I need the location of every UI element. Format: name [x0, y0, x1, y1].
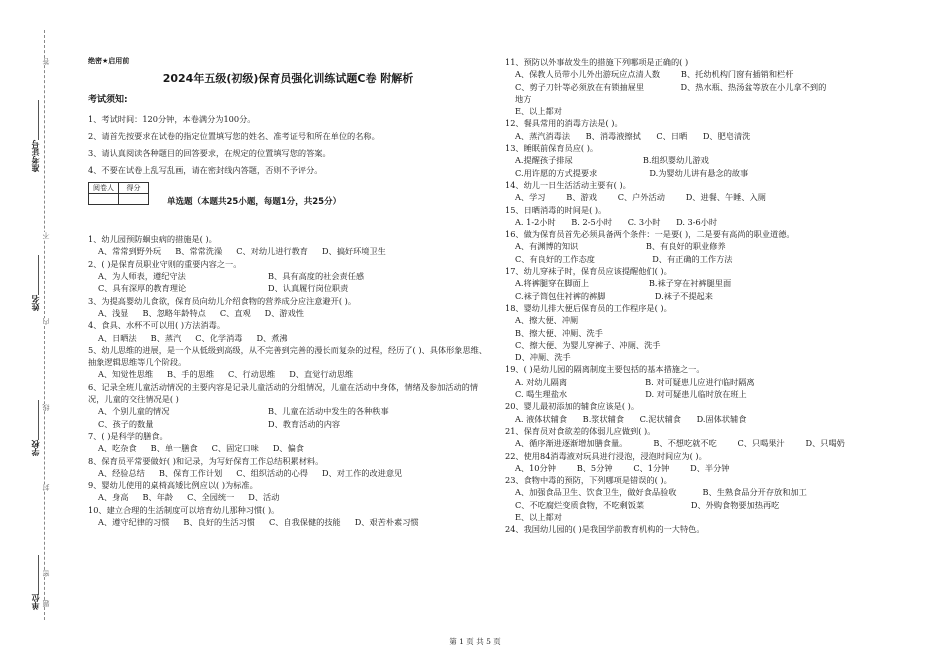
- answer-option-line[interactable]: C、不吃腐烂变质食物，不吃剩饭菜 D、外购食物要加热再吃: [515, 499, 780, 510]
- binding-margin: [0, 0, 62, 671]
- answer-option[interactable]: D、活动: [248, 492, 280, 503]
- seal-char-inside: 内: [42, 318, 50, 325]
- answer-option[interactable]: A、身高: [98, 492, 129, 503]
- question-text: 21、保育员对食欲差的体弱儿应做到( )。: [505, 425, 656, 436]
- right-question-list: [505, 56, 915, 536]
- answer-option[interactable]: C、孩子的数量: [98, 418, 154, 429]
- answer-option[interactable]: C、行动思维: [228, 369, 276, 380]
- answer-option[interactable]: C、固定口味: [211, 443, 259, 454]
- question-text: 14、幼儿一日生活活动主要有( )。: [505, 179, 631, 190]
- answer-option-line[interactable]: D、冲厕、洗手: [515, 352, 571, 363]
- notice-item: 4、不要在试卷上乱写乱画，请在密封线内答题，否则不予评分。: [88, 165, 323, 176]
- score-cell[interactable]: [119, 194, 149, 205]
- answer-option[interactable]: D、艰苦朴素习惯: [354, 517, 419, 528]
- notice-item: 1、考试时间：120分钟，本卷满分为100分。: [88, 113, 256, 124]
- seal-char-not: 不: [42, 232, 50, 239]
- answer-option[interactable]: D、游戏性: [264, 307, 304, 318]
- grader-label: 阅卷人: [89, 182, 119, 194]
- question-text: 9、婴幼儿使用的桌椅高矮比例应以( )为标准。: [88, 480, 258, 491]
- unit-underline: [38, 555, 39, 595]
- question-text: 12、餐具常用的消毒方法是( )。: [505, 118, 623, 129]
- answer-option[interactable]: B、年龄: [142, 492, 174, 503]
- answer-option[interactable]: C、直观: [219, 307, 251, 318]
- score-row: [88, 182, 488, 206]
- answer-option[interactable]: B、保育工作计划: [158, 467, 223, 478]
- answer-option[interactable]: D、煮沸: [256, 332, 288, 343]
- answer-option-line[interactable]: A、加强食品卫生、饮食卫生，做好食品验收 B、生熟食品分开存放和加工: [515, 487, 807, 498]
- question-text: 7、( )是科学的膳食。: [88, 430, 168, 441]
- question-text: 5、幼儿思维的进展，是一个从低级到高级，从不完善到完善的漫长而复杂的过程，经历了( )、具体形象思维、抽象逻辑思维等几个阶段。: [88, 344, 488, 368]
- question-text: 23、食物中毒的预防，下列哪项是错误的( )。: [505, 475, 672, 486]
- seal-char-topic: 题: [42, 600, 50, 607]
- question-text: 11、预防以外事故发生的措施下列哪项是正确的( ): [505, 57, 689, 67]
- question-text: 3、为提高婴幼儿食欲，保育员向幼儿介绍食物的营养成分应注意避开( )。: [88, 295, 357, 306]
- margin-field-exam-number: 准考证号: [31, 140, 40, 172]
- margin-field-name: 姓名: [31, 295, 40, 311]
- notice-heading: 考试须知:: [88, 95, 128, 105]
- question-text: 4、食具、水杯不可以用( )方法消毒。: [88, 320, 226, 331]
- left-column: [88, 56, 488, 528]
- exam-number-underline: [38, 100, 39, 140]
- answer-option-line[interactable]: A、蒸汽消毒法 B、消毒液擦拭 C、日晒 D、肥皂清洗: [515, 130, 751, 141]
- option-row: [88, 467, 488, 479]
- notice-item: 2、请首先按要求在试卷的指定位置填写您的姓名、准考证号和所在单位的名称。: [88, 130, 380, 141]
- question-text: 16、做为保育员首先必须具备两个条件：一是要( )，二是要有高尚的职业道德。: [505, 229, 795, 240]
- school-underline: [38, 400, 39, 440]
- left-question-list: [88, 233, 488, 528]
- answer-option[interactable]: C、对幼儿进行教育: [236, 246, 308, 257]
- answer-option[interactable]: B、忽略年龄特点: [142, 307, 206, 318]
- answer-option-line[interactable]: A、保教人员带小儿外出游玩应点清人数 B、托幼机构门窗有插销和栏杆: [515, 69, 794, 80]
- answer-option-line[interactable]: C、有良好的工作态度 D、有正确的工作方法: [515, 253, 733, 264]
- page-footer: 第 1 页 共 5 页: [449, 637, 501, 646]
- option-row: [88, 516, 488, 528]
- answer-option[interactable]: D、教育活动的内容: [268, 418, 341, 429]
- question-text: 10、建立合理的生活制度可以培育幼儿那种习惯( )。: [88, 504, 280, 515]
- answer-option-line[interactable]: B、擦大便、冲厕、洗手: [515, 327, 603, 338]
- secret-mark: 绝密★启用前: [88, 57, 130, 65]
- seal-char-seal: 封: [42, 484, 50, 491]
- answer-option-line[interactable]: A、擦大便、冲厕: [515, 315, 579, 326]
- answer-option[interactable]: C、化学消毒: [195, 332, 243, 343]
- grader-cell[interactable]: [89, 194, 119, 205]
- answer-option[interactable]: D、偏食: [272, 443, 304, 454]
- answer-option[interactable]: D、直觉行动思维: [289, 369, 354, 380]
- answer-option-line[interactable]: A. 1-2小时 B. 2-5小时 C. 3小时 D. 3-6小时: [515, 216, 718, 227]
- option-row: [88, 270, 488, 282]
- option-row: [88, 418, 488, 430]
- option-row: [88, 282, 488, 294]
- answer-option[interactable]: A、经验总结: [98, 467, 145, 478]
- answer-option[interactable]: A、知觉性思维: [98, 369, 154, 380]
- answer-option-line[interactable]: A、10分钟 B、5分钟 C、1分钟 D、半分钟: [515, 462, 730, 473]
- option-row: [88, 405, 488, 417]
- answer-option[interactable]: A、浅显: [98, 307, 129, 318]
- answer-option-line[interactable]: C、剪子刀针等必须放在有锁抽屉里 D、热水瓶、热汤盆等放在小儿拿不到的: [515, 81, 827, 92]
- answer-option-line[interactable]: A. 液体状辅食 B.浆状辅食 C.泥状辅食 D.固体状辅食: [515, 413, 747, 424]
- answer-option[interactable]: A、吃杂食: [98, 443, 137, 454]
- margin-field-school: 学校: [31, 440, 40, 456]
- question-text: 17、幼儿穿袜子时，保育员应该提醒他们( )。: [505, 266, 672, 277]
- answer-option[interactable]: B、蒸汽: [150, 332, 182, 343]
- section-title: 单选题（本题共25小题，每题1分，共25分）: [167, 197, 342, 208]
- answer-option[interactable]: C、组织活动的心得: [236, 467, 308, 478]
- question-text: 13、睡眠前保育员应( )。: [505, 143, 599, 154]
- answer-option[interactable]: D、认真履行岗位职责: [268, 283, 349, 294]
- question-text: 8、保育员平常要做好( )和记录，为写好保育工作总结积累材料。: [88, 455, 324, 466]
- question-text: 18、婴幼儿排大便后保育员的工作程序是( )。: [505, 302, 672, 313]
- answer-option[interactable]: B、常常洗澡: [175, 246, 223, 257]
- score-table: [88, 182, 149, 206]
- answer-option[interactable]: A、为人师表，遵纪守法: [98, 271, 186, 282]
- answer-option-line[interactable]: 地方: [515, 93, 532, 104]
- answer-option-line[interactable]: C.袜子筒包住衬裤的裤脚 D.袜子不提起来: [515, 290, 713, 301]
- option-row: [88, 332, 488, 344]
- seal-cut-line: [44, 30, 45, 620]
- question-text: 2、( )是保育员职业守则的重要内容之一。: [88, 258, 242, 269]
- answer-option-line[interactable]: A.将裤腿穿在脚面上 B.袜子穿在衬裤腿里面: [515, 278, 732, 289]
- answer-option-line[interactable]: C. 喝生理盐水 D. 对可疑患儿临时放在班上: [515, 389, 747, 400]
- answer-option[interactable]: B、良好的生活习惯: [183, 517, 255, 528]
- question-text: 15、日晒消毒的时间是( )。: [505, 204, 607, 215]
- answer-option[interactable]: D、搞好环境卫生: [321, 246, 386, 257]
- answer-option-line[interactable]: A、循序渐进逐渐增加膳食量。 B、不想吃就不吃 C、只喝果汁 D、只喝奶: [515, 438, 845, 449]
- answer-option-line[interactable]: A、有渊博的知识 B、有良好的职业修养: [515, 241, 726, 252]
- question-text: 19、( )是幼儿园的隔离制度主要包括的基本措施之一。: [505, 364, 705, 375]
- answer-option[interactable]: A、个别儿童的情况: [98, 406, 170, 417]
- name-underline: [38, 255, 39, 295]
- answer-option-line[interactable]: E、以上都对: [515, 511, 562, 522]
- margin-field-unit: 单位: [31, 594, 40, 610]
- answer-option-line[interactable]: A.提醒孩子排尿 B.组织婴幼儿游戏: [515, 155, 709, 166]
- seal-char-line: 线: [42, 404, 50, 411]
- option-row: [88, 307, 488, 319]
- answer-option-line[interactable]: C、擦大便、为婴儿穿裤子、冲厕、洗手: [515, 339, 661, 350]
- answer-option[interactable]: B、具有高度的社会责任感: [268, 271, 365, 282]
- answer-option[interactable]: B、儿童在活动中发生的各种秩事: [268, 406, 389, 417]
- option-row: [88, 245, 488, 257]
- notice-item: 3、请认真阅读各种题目的回答要求，在规定的位置填写您的答案。: [88, 148, 331, 159]
- answer-option[interactable]: C、全园统一: [187, 492, 235, 503]
- answer-option-line[interactable]: C.用许愿的方式提要求 D.为婴幼儿讲有悬念的故事: [515, 167, 749, 178]
- answer-option[interactable]: A、日晒法: [98, 332, 137, 343]
- option-row: [88, 442, 488, 454]
- answer-option[interactable]: D、对工作的改进意见: [321, 467, 403, 478]
- question-text: 6、记录全班儿童活动情况的主要内容是记录儿童活动的分组情况，儿童在活动中身体，情绪及参加活动的情况，儿童的交往情况是( ): [88, 381, 479, 405]
- answer-option[interactable]: C、具有深厚的教育理论: [98, 283, 187, 294]
- answer-option[interactable]: B、单一膳食: [150, 443, 198, 454]
- answer-option[interactable]: C、自我保健的技能: [268, 517, 341, 528]
- seal-char-answer: 答: [42, 58, 50, 65]
- answer-option[interactable]: A、遵守纪律的习惯: [98, 517, 170, 528]
- answer-option[interactable]: B、手的思维: [167, 369, 215, 380]
- answer-option[interactable]: A、常常到野外玩: [98, 246, 162, 257]
- score-label: 得分: [119, 182, 149, 194]
- question-text: 20、婴儿最初添加的辅食应该是( )。: [505, 401, 640, 412]
- option-row: [88, 368, 488, 380]
- exam-title: 2024年五级(初级)保育员强化训练试题C卷 附解析: [162, 71, 414, 85]
- answer-option-line[interactable]: A、学习 B、游戏 C、户外活动 D、进餐、午睡、入厕: [515, 192, 766, 203]
- seal-char-secret: 密: [42, 570, 50, 577]
- right-column: [505, 56, 915, 536]
- question-text: 22、使用84消毒液对玩具进行浸泡，浸泡时间应为( )。: [505, 450, 707, 461]
- answer-option-line[interactable]: E、以上都对: [515, 106, 562, 117]
- answer-option-line[interactable]: A. 对幼儿隔离 B. 对可疑患儿应进行临时隔离: [515, 376, 755, 387]
- option-row: [88, 491, 488, 503]
- question-text: 1、幼儿园预防蛔虫病的措施是( )。: [88, 234, 217, 245]
- question-text: 24、我国幼儿园的( )是我国学前教育机构的一大特色。: [505, 524, 705, 535]
